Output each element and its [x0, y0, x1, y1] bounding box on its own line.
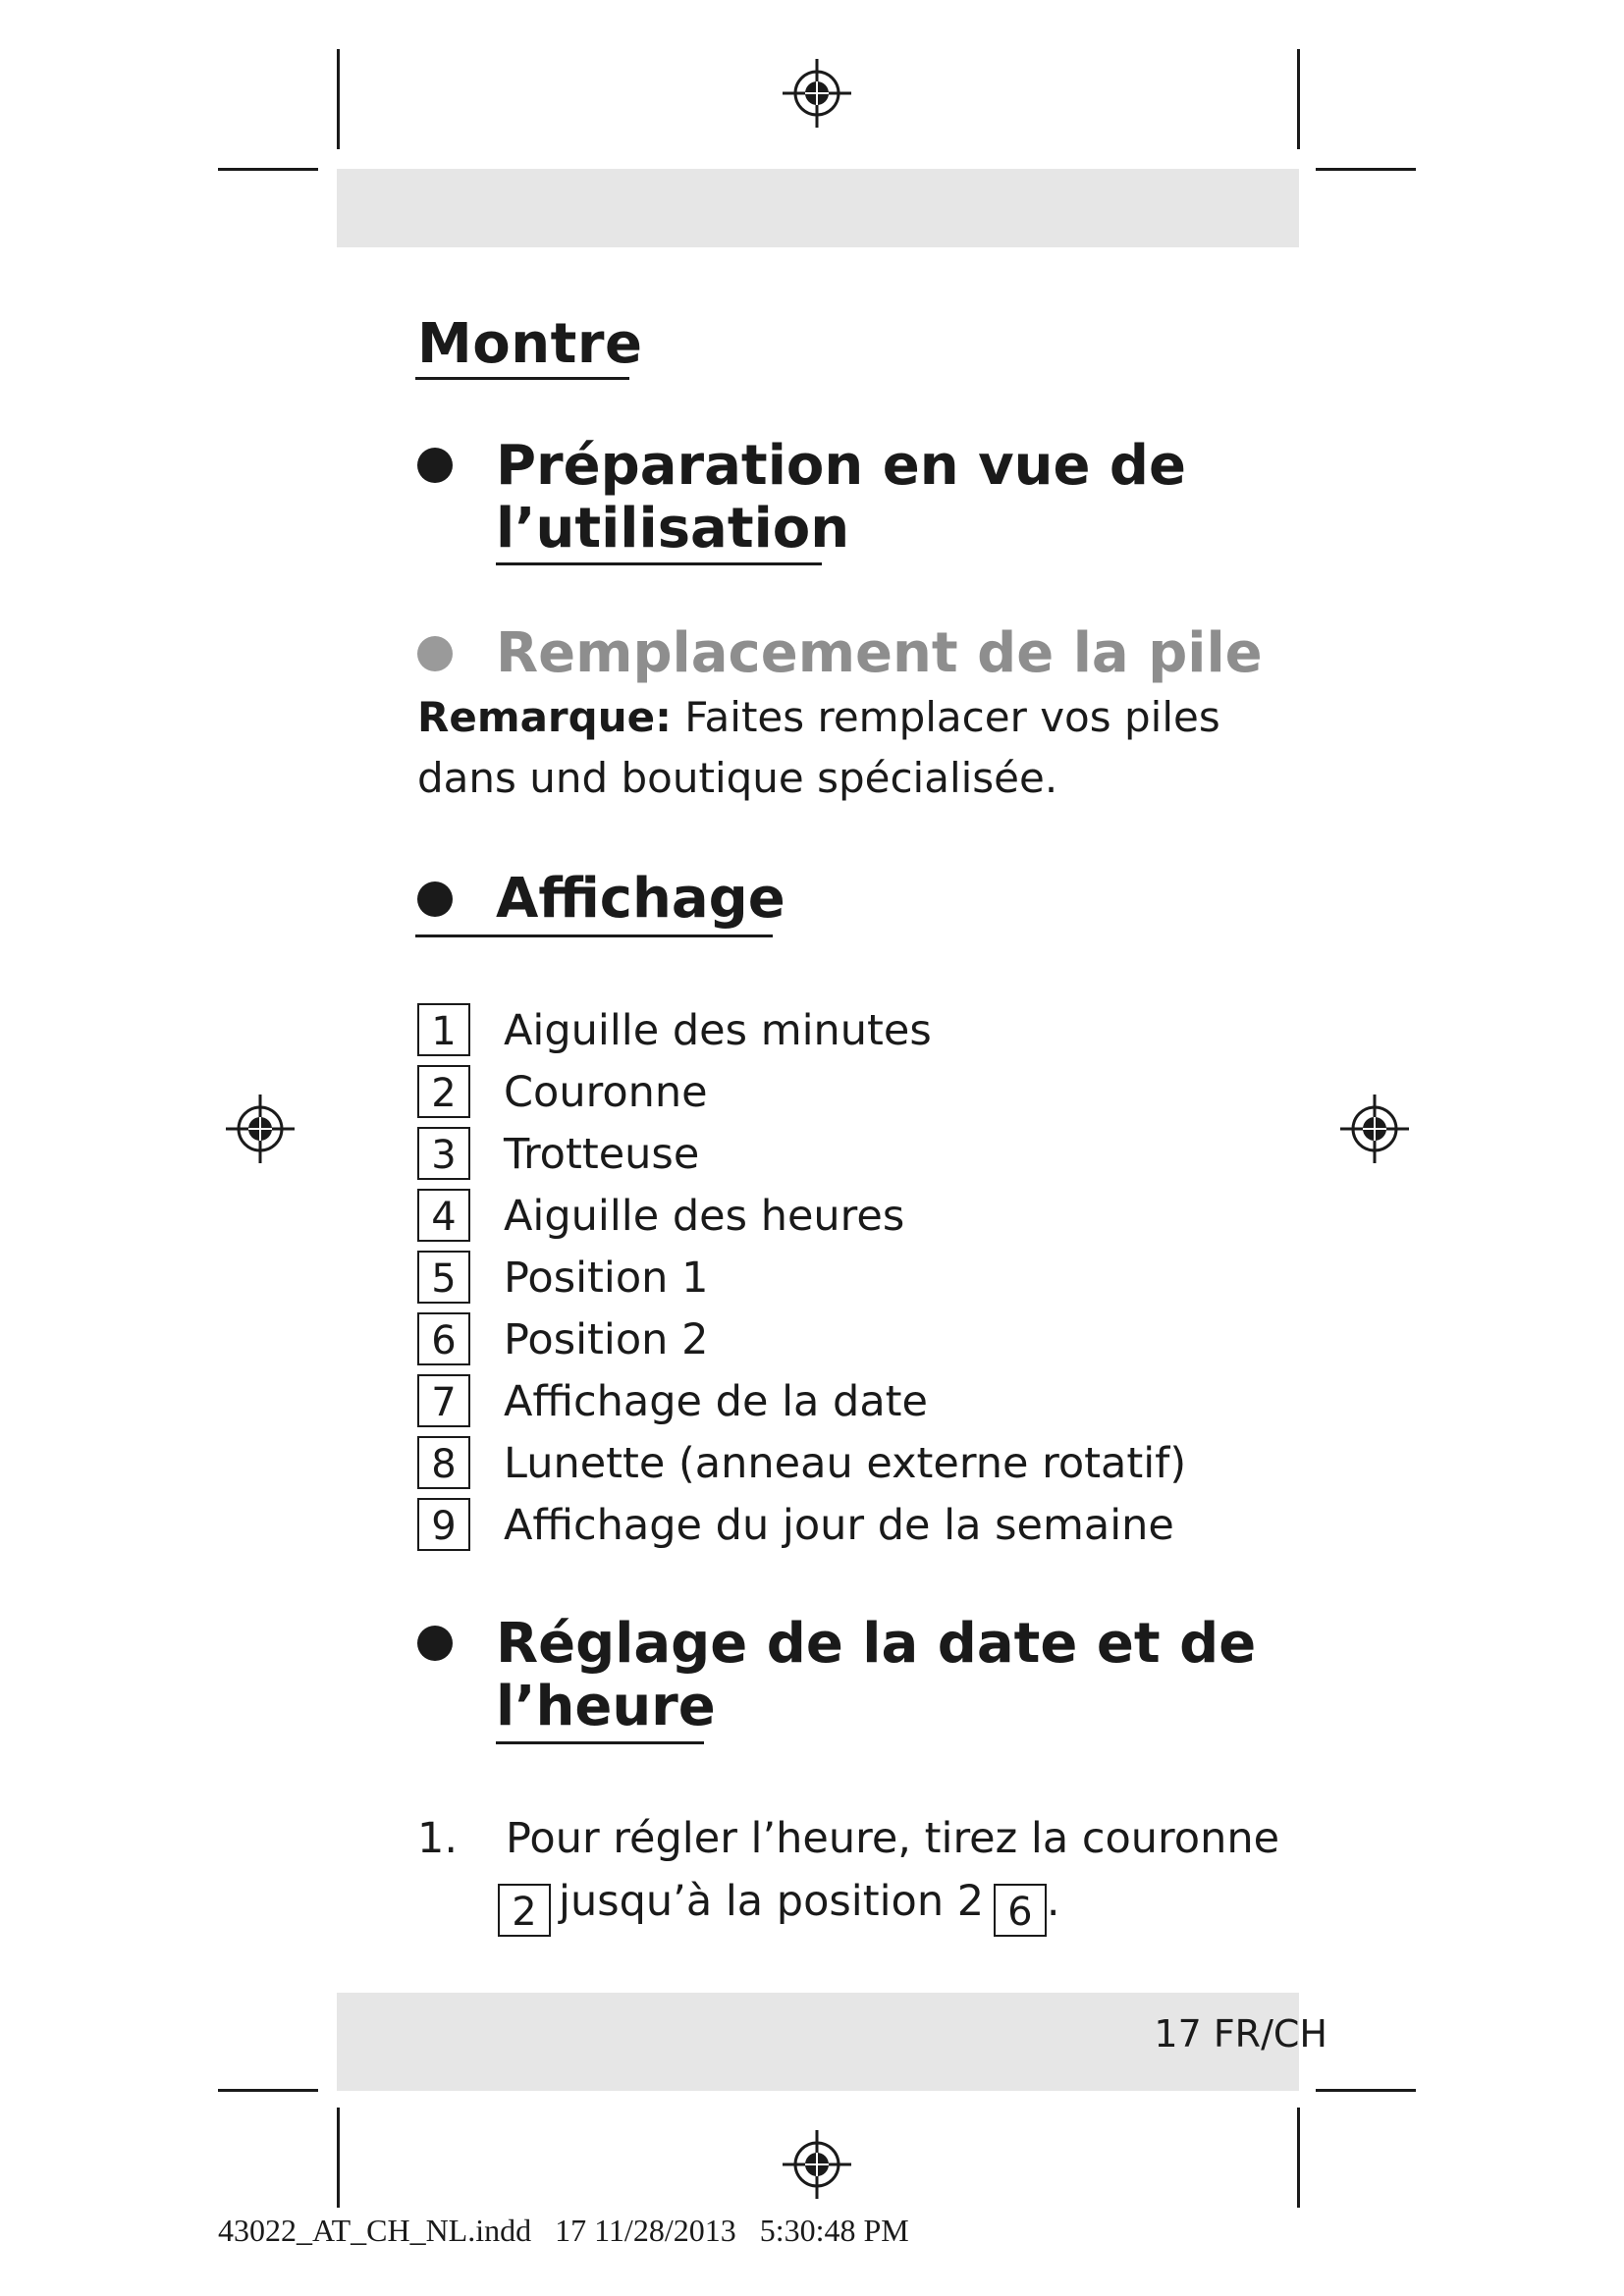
- item-label: Position 1: [504, 1254, 709, 1303]
- heading-underline: [415, 934, 773, 937]
- battery-note: [417, 687, 1220, 809]
- registration-mark-icon: [226, 1095, 295, 1163]
- item-number: 6: [417, 1312, 470, 1365]
- registration-mark-icon: [783, 59, 851, 128]
- page-title: Montre: [417, 312, 643, 376]
- item-number: 7: [417, 1374, 470, 1427]
- print-footer: 43022_AT_CH_NL.indd 17 11/28/2013 5:30:48 PM: [218, 2213, 909, 2248]
- reference-box: 2: [498, 1884, 551, 1937]
- heading-underline: [496, 562, 822, 565]
- item-label: Lunette (anneau externe rotatif): [504, 1439, 1187, 1488]
- item-label: Affichage du jour de la semaine: [504, 1501, 1174, 1550]
- heading-line: l’heure: [496, 1675, 716, 1738]
- note-line: [417, 687, 1220, 748]
- header-band: [337, 169, 1299, 247]
- crop-mark: [218, 2089, 318, 2092]
- bullet-icon: [417, 1626, 453, 1661]
- bullet-icon: [417, 881, 453, 917]
- heading-underline: [496, 1741, 704, 1744]
- heading-line: l’utilisation: [496, 497, 850, 561]
- bullet-icon: [417, 636, 453, 671]
- crop-mark: [1316, 168, 1416, 171]
- list-item: [417, 1310, 1301, 1372]
- item-number: 3: [417, 1127, 470, 1180]
- section-heading-setting: [496, 1613, 1256, 1738]
- step-text: Pour régler l’heure, tirez la couronne: [506, 1814, 1280, 1863]
- list-item: [417, 1125, 1301, 1187]
- item-label: Position 2: [504, 1315, 709, 1364]
- list-item: [417, 1249, 1301, 1310]
- section-heading-preparation: [496, 435, 1186, 561]
- step-text-mid: jusqu’à la position 2: [559, 1877, 985, 1926]
- item-number: 5: [417, 1251, 470, 1304]
- item-number: 9: [417, 1498, 470, 1551]
- note-line: dans und boutique spécialisée.: [417, 754, 1058, 802]
- list-item: [417, 1434, 1301, 1496]
- crop-mark: [218, 168, 318, 171]
- heading-line: Réglage de la date et de: [496, 1612, 1257, 1676]
- bullet-icon: [417, 448, 453, 483]
- list-item: [417, 1496, 1301, 1558]
- item-number: 2: [417, 1065, 470, 1118]
- item-label: Aiguille des minutes: [504, 1006, 932, 1055]
- crop-mark: [1297, 2108, 1300, 2208]
- step-text-end: .: [1046, 1877, 1060, 1926]
- item-number: 1: [417, 1003, 470, 1056]
- item-label: Aiguille des heures: [504, 1192, 905, 1241]
- reference-box: 6: [994, 1884, 1047, 1937]
- item-label: Trotteuse: [504, 1130, 700, 1179]
- list-item: [417, 1001, 1301, 1063]
- list-item: [417, 1063, 1301, 1125]
- crop-mark: [337, 49, 340, 149]
- list-item: [417, 1187, 1301, 1249]
- registration-mark-icon: [783, 2130, 851, 2199]
- registration-mark-icon: [1340, 1095, 1409, 1163]
- step-number: 1.: [417, 1814, 459, 1863]
- section-heading-battery: Remplacement de la pile: [496, 621, 1263, 685]
- note-text: Faites remplacer vos piles: [671, 693, 1220, 741]
- page-number: 17 FR/CH: [1154, 2012, 1327, 2056]
- step-text-continued: [498, 1871, 1060, 1937]
- crop-mark: [1316, 2089, 1416, 2092]
- item-label: Affichage de la date: [504, 1377, 928, 1426]
- crop-mark: [337, 2108, 340, 2208]
- item-number: 8: [417, 1436, 470, 1489]
- item-number: 4: [417, 1189, 470, 1242]
- title-underline: [415, 377, 629, 380]
- crop-mark: [1297, 49, 1300, 149]
- item-label: Couronne: [504, 1068, 708, 1117]
- heading-line: Préparation en vue de: [496, 434, 1186, 498]
- section-heading-display: Affichage: [496, 867, 785, 931]
- note-label: Remarque:: [417, 693, 672, 741]
- list-item: [417, 1372, 1301, 1434]
